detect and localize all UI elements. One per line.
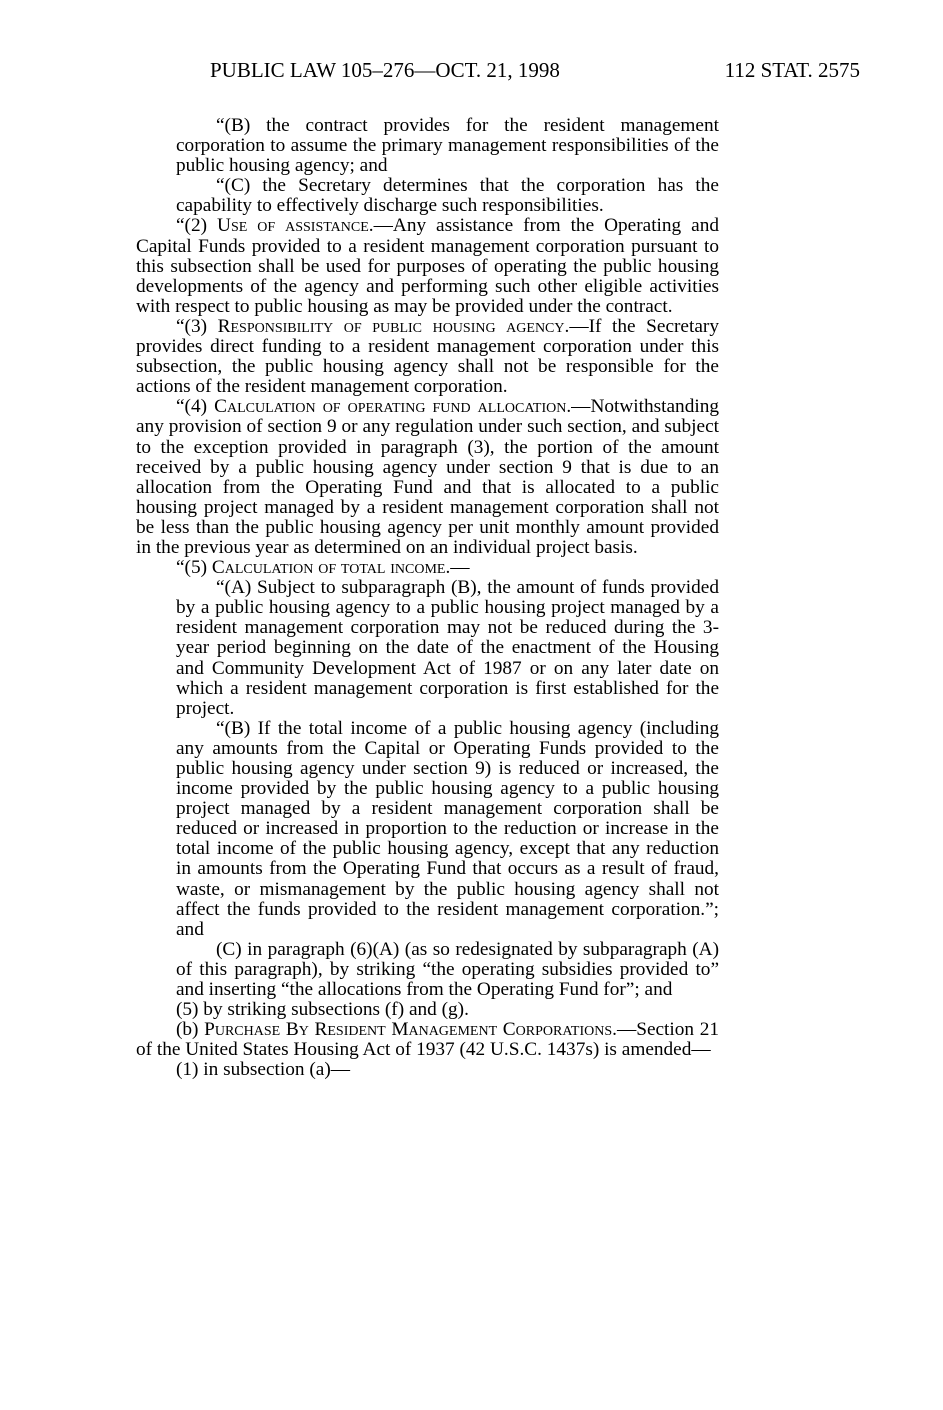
document-body [136, 116, 719, 1081]
paragraph-C: “(C) the Secretary determines that the corporation has the capability to effectively discharge such responsibilities. [176, 175, 719, 217]
item-5-striking: (5) by striking subsections (f) and (g). [176, 999, 469, 1021]
subsection-b-purchase [136, 1020, 719, 1060]
paragraph-heading: Use of assistance. [217, 215, 374, 237]
public-law-citation: PUBLIC LAW 105–276—OCT. 21, 1998 [210, 58, 560, 82]
paragraph-heading: Calculation of operating fund allocation. [214, 396, 572, 418]
paragraph-text: —Any assistance from the Operating and Capital Funds provided to a resident management corporation pursuant to this subsection shall be used for purposes of operating the public housing developments of the agency and performing such other eligible activities with respect to public housing as may be provided under the contract. [136, 215, 719, 317]
paragraph-B: “(B) the contract provides for the resident management corporation to assume the primary management responsibilities of the public housing agency; and [176, 115, 719, 177]
paragraph-heading: Calculation of total income. [211, 557, 451, 579]
paragraph-4-operating-fund [136, 397, 719, 558]
subparagraph-C-amendment: (C) in paragraph (6)(A) (as so redesignated by subparagraph (A) of this paragraph), by striking “the operating subsidies provided to” and inserting “the allocations from the Operating Fund for”; and [176, 938, 719, 1001]
statute-page-number: 112 STAT. 2575 [724, 58, 860, 82]
paragraph-text: —If the Secretary provides direct funding to a resident management corporation under this subsection, the public housing agency shall not be responsible for the actions of the resident management corporation. [136, 315, 719, 398]
paragraph-text: —Section 21 of the United States Housing Act of 1937 (42 U.S.C. 1437s) is amended— [136, 1019, 719, 1061]
page-header [210, 58, 860, 88]
subparagraph-5B: “(B) If the total income of a public housing agency (including any amounts from the Capital or Operating Funds provided to the public housing agency under section 9) is reduced or increased, the income provided by the public housing agency to a public housing project managed by a resident management corporation shall be reduced or increased in proportion to the reduction or increase in the total income of the public housing agency, except that any reduction in amounts from the Operating Fund that occurs as a result of fraud, waste, or mismanagement by the public housing agency shall not affect the funds provided to the resident management corporation.”; and [176, 717, 719, 940]
paragraph-number: (b) [176, 1019, 205, 1041]
paragraph-3-responsibility [136, 317, 719, 397]
paragraph-text: —Notwithstanding any provision of section 9 or any regulation under such section, and subject to the exception provided in paragraph (3), the portion of the amount received by a public housing agency under section 9 that is due to an allocation from the Operating Fund and that is allocated to a public housing project managed by a resident management corporation shall not be less than the public housing agency per unit monthly amount provided in the previous year as determined on an individual project basis. [136, 396, 719, 558]
subparagraph-5A: “(A) Subject to subparagraph (B), the amount of funds provided by a public housing agency to a public housing project managed by a resident management corporation may not be reduced during the 3-year period beginning on the date of the enactment of the Housing and Community Development Act of 1987 or on any later date on which a resident management corporation is first established for the project. [176, 577, 719, 719]
paragraph-number: “(5) [176, 557, 212, 579]
paragraph-number: “(2) [176, 215, 218, 237]
paragraph-text: — [450, 557, 470, 579]
paragraph-heading: Responsibility of public housing agency. [217, 315, 570, 337]
paragraph-number: “(3) [176, 315, 218, 337]
paragraph-5-total-income [136, 558, 719, 578]
paragraph-heading: Purchase By Resident Management Corporations. [204, 1019, 617, 1041]
item-1-subsection-a: (1) in subsection (a)— [176, 1059, 351, 1081]
paragraph-2-use-of-assistance [136, 216, 719, 316]
paragraph-number: “(4) [176, 396, 215, 418]
